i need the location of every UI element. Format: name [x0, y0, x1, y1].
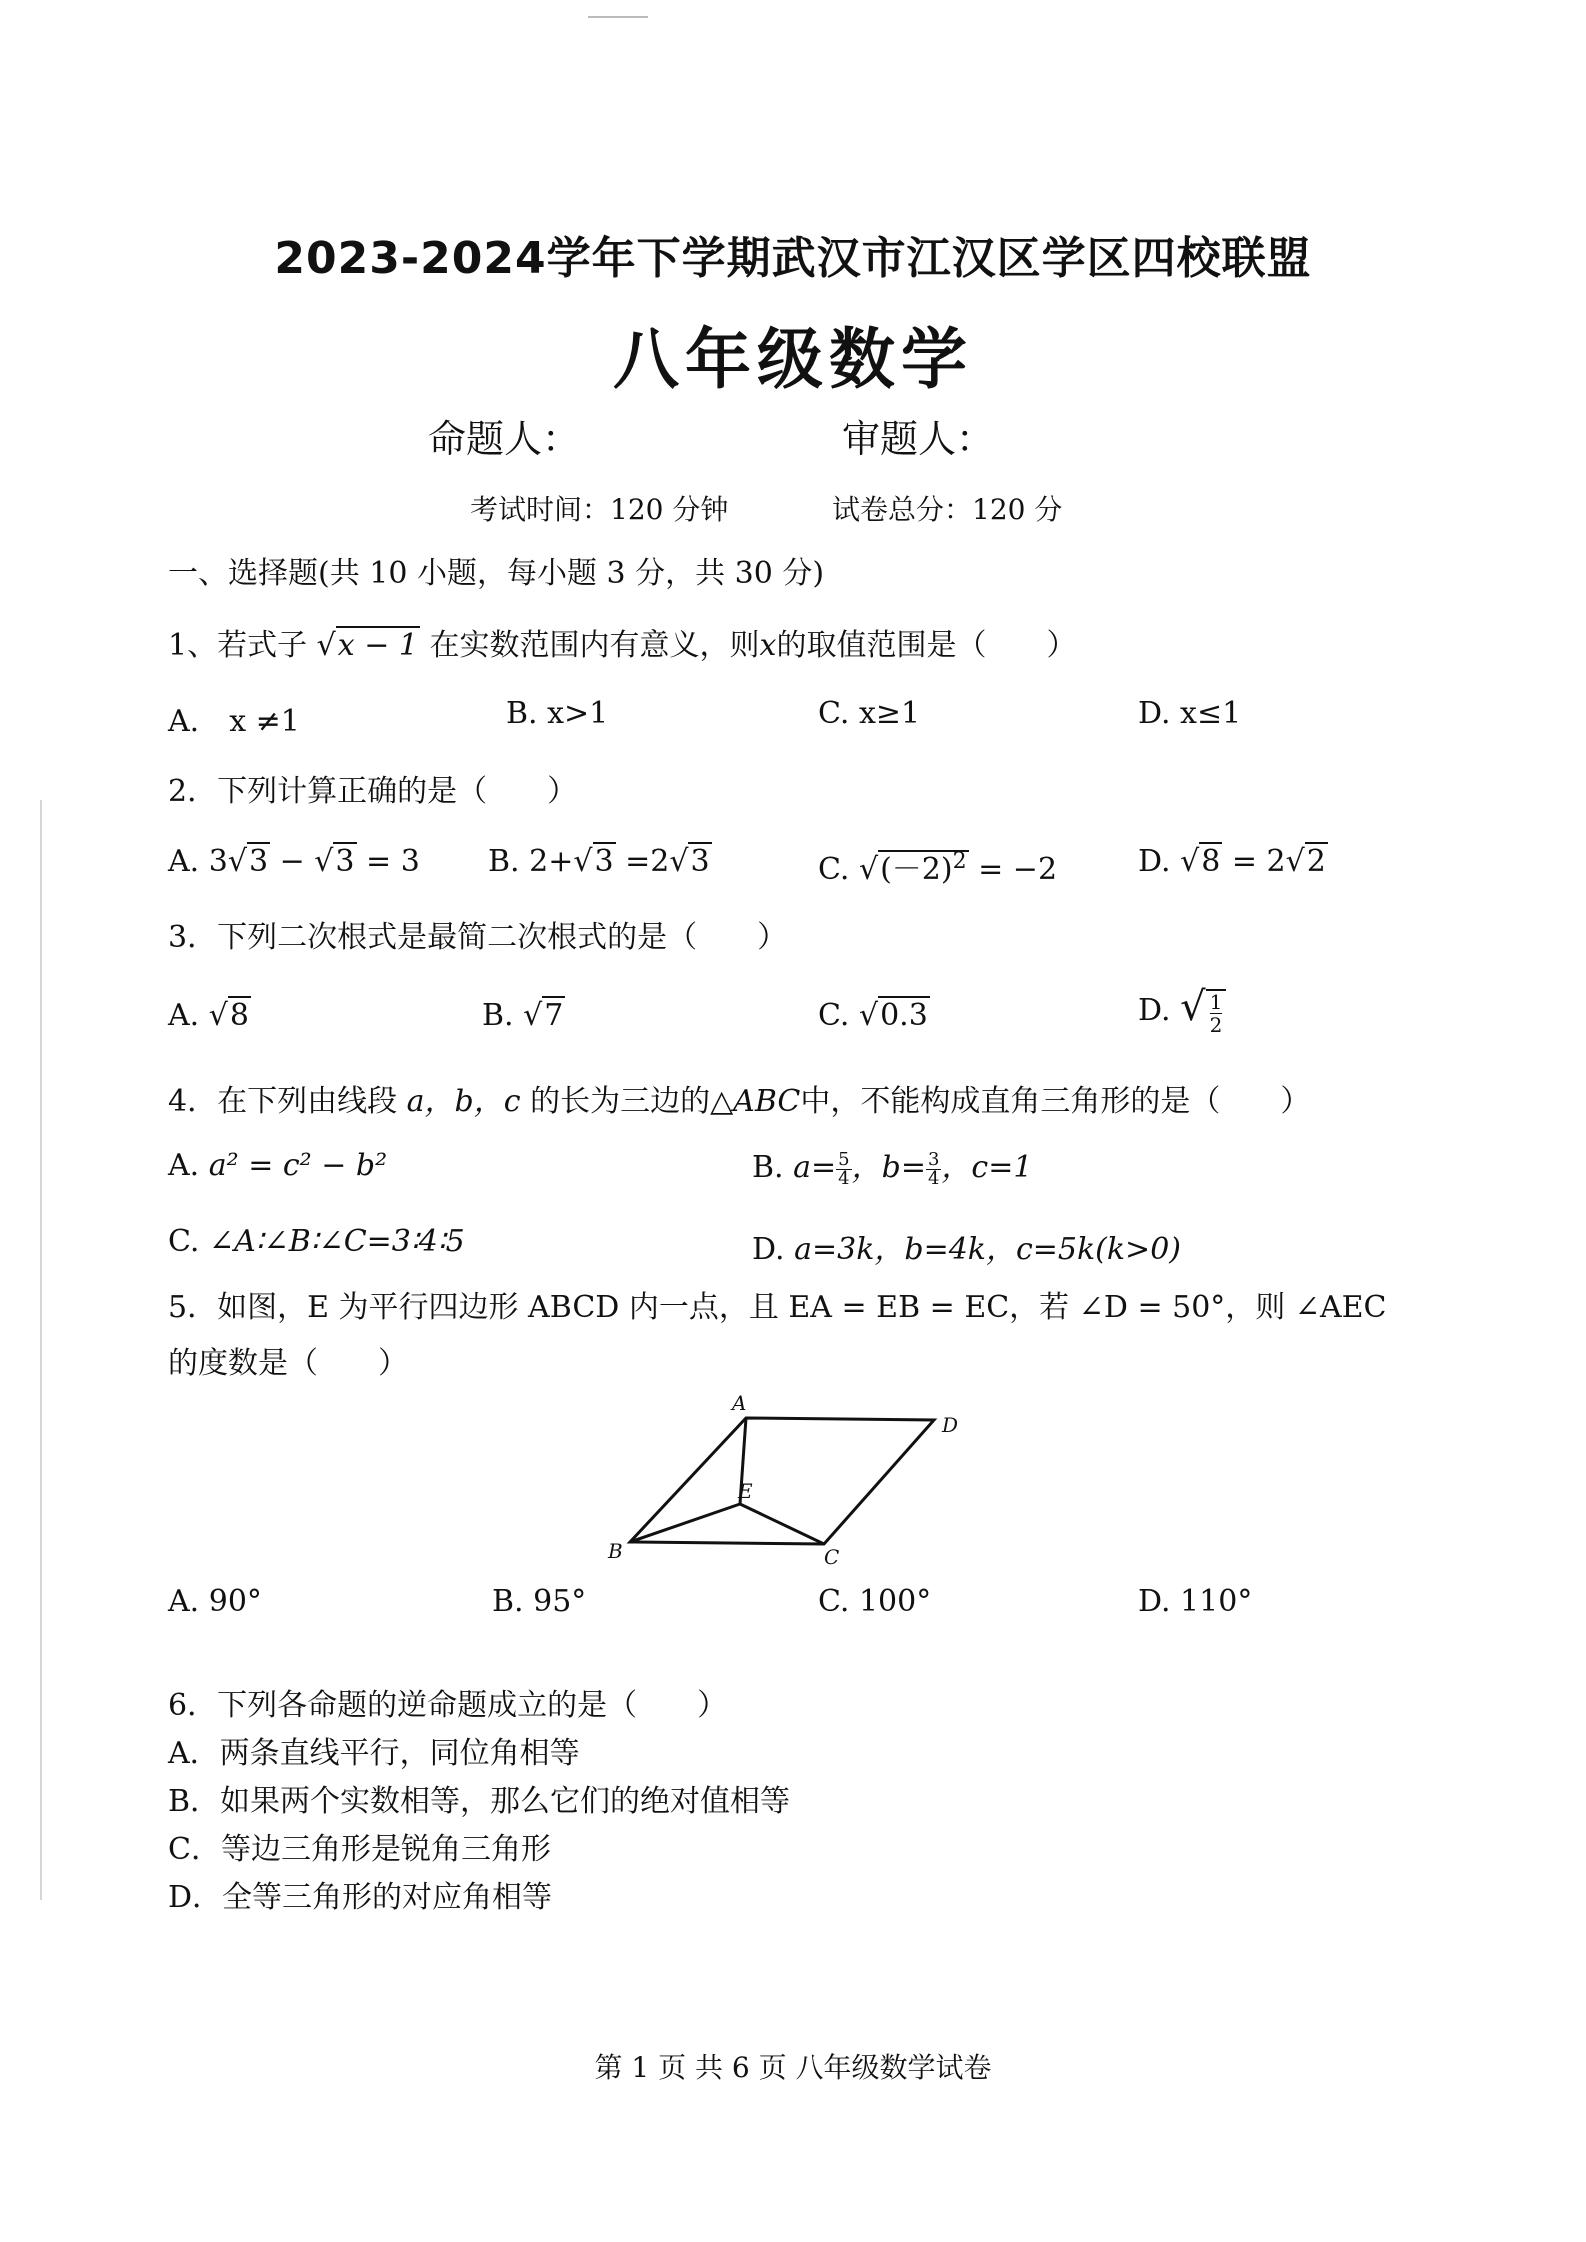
exam-title-line2: 八年级数学	[613, 321, 973, 398]
q6-option-d: D．全等三角形的对应角相等	[168, 1880, 553, 1915]
q1-var: x	[759, 628, 777, 663]
q3-d-den: 2	[1209, 1012, 1223, 1037]
q3-d-num: 1	[1209, 989, 1223, 1014]
q2-option-c	[818, 844, 1057, 888]
q3-option-a	[168, 998, 251, 1033]
q5-label-b: B	[608, 1539, 623, 1563]
q4-b-a-frac	[836, 1148, 851, 1189]
q4-b-b-num: 3	[927, 1148, 940, 1170]
q1-prefix: 1、若式子	[168, 628, 308, 663]
q2-a-label: A.	[168, 844, 200, 879]
q1-option-c: C. x≥1	[818, 696, 921, 731]
question-5-stem-line2: 的度数是（ ）	[168, 1346, 408, 1381]
q4-b-label: B.	[752, 1150, 784, 1185]
q3-c-rad: 0.3	[880, 998, 928, 1033]
q2-d-rad2: 2	[1306, 844, 1326, 879]
reviewer-label: 审题人：	[842, 417, 995, 461]
q6-option-a: A．两条直线平行，同位角相等	[168, 1736, 580, 1771]
q4-b-a-den: 4	[838, 1167, 850, 1189]
q2-a-coef: 3	[208, 844, 228, 879]
q3-a-sqrt: √8	[208, 998, 249, 1033]
q2-a-sqrt2: √3	[314, 844, 355, 879]
q5-label-a: A	[732, 1391, 747, 1415]
q3-b-label: B.	[482, 998, 514, 1033]
q4-b-a-num: 5	[838, 1148, 850, 1170]
q3-option-d	[1138, 984, 1226, 1036]
q2-a-end: = 3	[356, 844, 420, 879]
q4-a-expr: a² = c² − b²	[208, 1148, 388, 1183]
q1-option-b: B. x>1	[506, 696, 609, 731]
q5-option-b: B. 95°	[492, 1584, 587, 1619]
section-heading: 一、选择题(共 10 小题，每小题 3 分，共 30 分)	[168, 556, 825, 591]
q1-suffix: 在实数范围内有意义，则	[429, 628, 760, 663]
q5-label-c: C	[824, 1545, 840, 1569]
q4-b-b-den: 4	[927, 1167, 940, 1189]
q3-a-rad: 8	[229, 998, 249, 1033]
q4-d-expr: a=3k，b=4k，c=5k(k>0)	[794, 1232, 1181, 1267]
q2-b-sqrt1: √3	[573, 844, 614, 879]
q6-option-c: C．等边三角形是锐角三角形	[168, 1832, 551, 1867]
q3-option-b	[482, 998, 565, 1033]
q2-d-mid: = 2	[1222, 844, 1286, 879]
question-2-stem: 2．下列计算正确的是（ ）	[168, 774, 578, 809]
author-label: 命题人：	[428, 417, 581, 461]
q3-b-rad: 7	[544, 998, 564, 1033]
q5-label-e: E	[738, 1479, 753, 1503]
q4-vars: a，b，c	[406, 1084, 521, 1119]
q3-b-sqrt: √7	[523, 998, 564, 1033]
question-1-stem	[168, 620, 1076, 664]
q4-suffix: 中，不能构成直角三角形的是（ ）	[800, 1084, 1311, 1119]
q5-label-d: D	[942, 1413, 959, 1437]
q2-a-mid: −	[270, 844, 315, 879]
q2-c-sqrt: $√(-2)^2$	[858, 849, 967, 887]
q5-option-d: D. 110°	[1138, 1584, 1253, 1619]
q3-c-label: C.	[818, 998, 850, 1033]
q2-d-rad1: 8	[1201, 844, 1221, 879]
q4-c-label: C.	[168, 1224, 200, 1259]
q4-c-expr: ∠A∶∠B∶∠C=3∶4∶5	[208, 1224, 465, 1259]
q4-a-label: A.	[168, 1148, 200, 1183]
q3-d-sqrt-sign: √	[1180, 984, 1206, 1030]
question-3-stem: 3．下列二次根式是最简二次根式的是（ ）	[168, 920, 788, 955]
q1-radicand: x − 1	[337, 628, 418, 663]
q2-c-end: = −2	[968, 852, 1058, 887]
scan-edge-left	[40, 800, 42, 1900]
exam-time: 考试时间：120 分钟	[470, 493, 729, 526]
q2-b-label: B.	[488, 844, 520, 879]
q4-b-a: a=	[793, 1150, 837, 1185]
q4-option-c	[168, 1224, 465, 1259]
q4-mid: 的长为三边的	[530, 1084, 711, 1119]
question-6-stem: 6．下列各命题的逆命题成立的是（ ）	[168, 1688, 728, 1723]
q2-a-rad1: 3	[248, 844, 269, 879]
q2-b-rad1: 3	[594, 844, 614, 879]
q2-option-b	[488, 844, 712, 879]
q2-option-a	[168, 844, 420, 879]
q4-b-b: ，b=	[851, 1150, 926, 1185]
q3-option-c	[818, 998, 930, 1033]
q5-segment-ec	[740, 1504, 824, 1544]
q1-sqrt: √x − 1	[316, 628, 418, 663]
q3-d-frac	[1206, 989, 1227, 1036]
scan-mark-top	[588, 16, 648, 18]
exam-title-line1: 2023-2024学年下学期武汉市江汉区学区四校联盟	[274, 233, 1312, 284]
q1-suffix2: 的取值范围是（ ）	[776, 628, 1077, 663]
q2-c-label: C.	[818, 852, 850, 887]
q4-b-c: ，c=1	[941, 1150, 1033, 1185]
q1-option-a: A. x ≠1	[168, 704, 300, 739]
q2-d-sqrt2: √2	[1285, 844, 1326, 879]
q1-option-d: D. x≤1	[1138, 696, 1242, 731]
q4-option-d	[752, 1224, 1181, 1268]
q5-option-a: A. 90°	[168, 1584, 262, 1619]
q3-c-sqrt: √0.3	[858, 998, 928, 1033]
q2-a-sqrt1: √3	[227, 844, 269, 879]
question-4-stem	[168, 1076, 1310, 1120]
q2-a-rad2: 3	[335, 844, 355, 879]
page-footer: 第 1 页 共 6 页 八年级数学试卷	[594, 2051, 992, 2084]
q2-d-label: D.	[1138, 844, 1171, 879]
q3-a-label: A.	[168, 998, 200, 1033]
q4-triangle: △ABC	[710, 1084, 801, 1119]
q2-b-sqrt2: √3	[669, 844, 710, 879]
q6-option-b: B．如果两个实数相等，那么它们的绝对值相等	[168, 1784, 791, 1819]
question-5-stem-line1: 5．如图，E 为平行四边形 ABCD 内一点，且 EA = EB = EC，若 ∠D = 50°，则 ∠AEC	[168, 1290, 1387, 1325]
q2-b-coef: 2+	[529, 844, 574, 879]
q4-d-label: D.	[752, 1232, 785, 1267]
q2-b-rad2: 3	[690, 844, 710, 879]
q2-d-sqrt1: √8	[1180, 844, 1221, 879]
q3-d-label: D.	[1138, 993, 1171, 1028]
q2-option-d	[1138, 844, 1328, 879]
q4-option-a	[168, 1148, 387, 1183]
q4-prefix: 4．在下列由线段	[168, 1084, 398, 1119]
q5-parallelogram-figure	[560, 1380, 980, 1570]
q5-option-c: C. 100°	[818, 1584, 932, 1619]
q2-b-mid: =2	[615, 844, 670, 879]
q4-option-b	[752, 1142, 1032, 1188]
q2-c-rad: (－2)	[880, 852, 953, 887]
exam-total-score: 试卷总分：120 分	[832, 493, 1063, 526]
q4-b-b-frac	[926, 1148, 941, 1189]
q2-c-sup: 2	[952, 849, 967, 874]
